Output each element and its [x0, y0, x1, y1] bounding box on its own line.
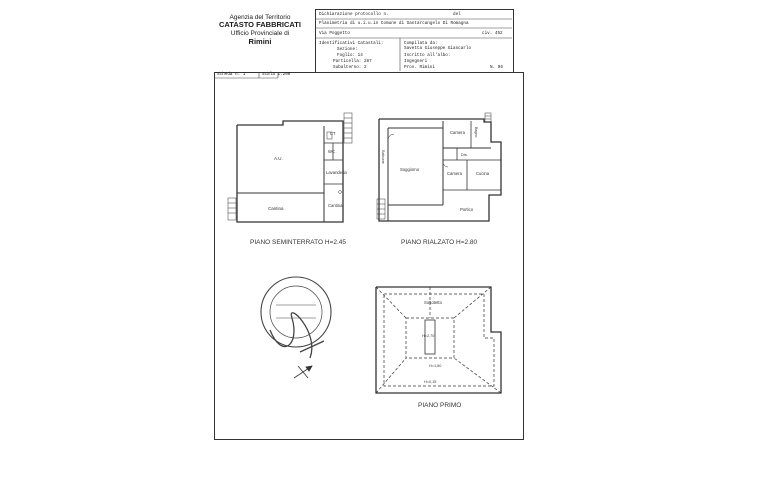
scheda-text: Scheda n. 1	[217, 72, 246, 77]
scala-text: Scala 1:200	[262, 72, 291, 77]
height-label-015: H=0,15	[424, 380, 437, 384]
city-name: Rimini	[248, 36, 272, 46]
room-label-cucina: Cucina	[476, 171, 490, 176]
room-label-au: A.U.	[274, 156, 283, 161]
room-label-camera-1: Camera	[450, 130, 465, 135]
albo-text: Ingegneri	[404, 59, 428, 64]
room-label-lavanderia: Lavanderia	[326, 170, 347, 175]
professional-stamp	[261, 277, 331, 358]
iscritto-text: Iscritto all'albo:	[404, 53, 451, 58]
subalterno-text: Subalterno: 2	[333, 65, 367, 70]
provincia-text: Prov. Rimini	[404, 65, 435, 70]
caption-rialzato: PIANO RIALZATO H=2.80	[401, 239, 478, 246]
room-label-wc: WC	[328, 149, 335, 154]
compilatore-text: Savetta Giuseppe Giancarlo	[404, 46, 472, 51]
room-label-balcone: Balcone	[381, 150, 385, 164]
compilata-text: Compilata da:	[404, 41, 438, 46]
agency-name: Agenzia del Territorio	[229, 14, 291, 21]
room-label-sottotetto: Sottotetto	[424, 300, 442, 305]
room-label-bagno: Bagno	[474, 127, 478, 138]
caption-primo: PIANO PRIMO	[418, 402, 462, 409]
height-label-center: H=2,70	[422, 334, 435, 338]
room-label-portico: Portico	[460, 207, 474, 212]
caption-seminterrato: PIANO SEMINTERRATO H=2.45	[250, 239, 347, 246]
room-label-soggiorno: Soggiorno	[400, 167, 420, 172]
sezione-text: Sezione:	[337, 47, 358, 52]
numero-text: N. 96	[490, 65, 503, 70]
north-arrow-icon	[294, 366, 312, 378]
planimetria-text: Planimetria di u.i.u.in Comune di Santarcangelo Di Romagna	[319, 21, 469, 26]
foglio-text: Foglio: 14	[337, 53, 363, 58]
via-text: Via Poggetto	[319, 31, 350, 36]
plan-rialzato	[377, 113, 501, 221]
room-label-cantina-2: Cantina	[328, 203, 343, 208]
ufficio-label: Ufficio Provinciale di	[230, 30, 290, 38]
del-text: del	[453, 12, 461, 17]
identificativi-text: Identificativi Catastali:	[319, 41, 384, 46]
room-label-cantina: Cantina	[268, 206, 284, 211]
height-label-150: H=1,50	[429, 364, 442, 368]
room-label-camera-2: Camera	[447, 171, 462, 176]
room-label-ct: CT	[330, 131, 336, 136]
dichiarazione-text: Dichiarazione protocollo n.	[319, 12, 389, 17]
particella-text: Particella: 287	[333, 59, 372, 64]
catasto-title: CATASTO FABBRICATI	[219, 20, 301, 30]
room-label-dis: Dis.	[461, 152, 468, 157]
civico-text: civ. 452	[482, 31, 503, 36]
